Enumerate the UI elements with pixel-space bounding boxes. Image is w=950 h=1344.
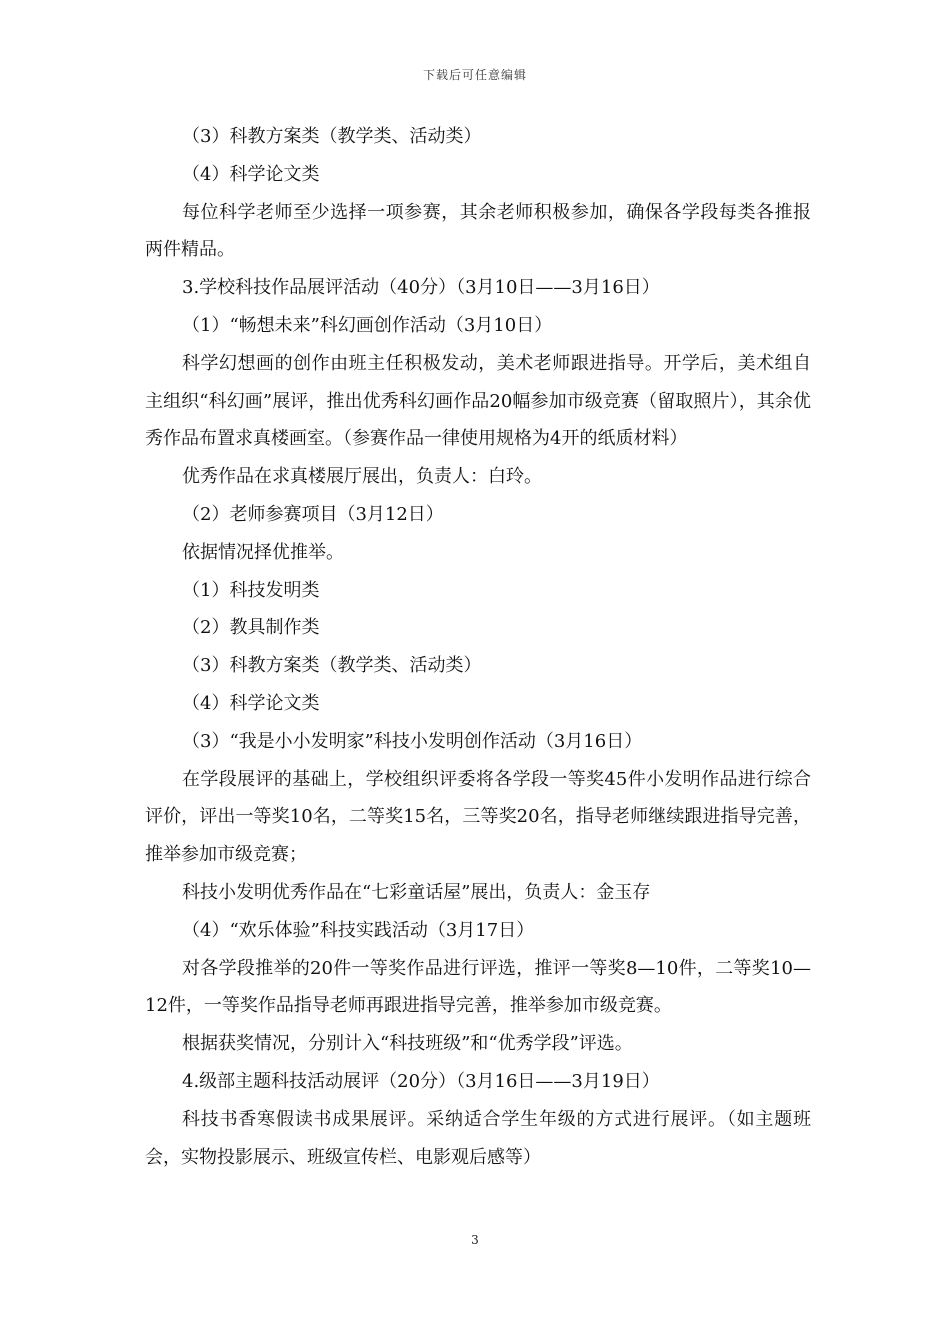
paragraph: 科技书香寒假读书成果展评。采纳适合学生年级的方式进行展评。（如主题班会，实物投影展示、班级宣传栏、电影观后感等） <box>145 1108 811 1168</box>
paragraph: 科学幻想画的创作由班主任积极发动，美术老师跟进指导。开学后，美术组自主组织“科幻画”展评，推出优秀科幻画作品20幅参加市级竞赛（留取照片），其余优秀作品布置求真楼画室。（参赛作品一律使用规格为4开的纸质材料） <box>145 352 811 450</box>
paragraph: 每位科学老师至少选择一项参赛，其余老师积极参加，确保各学段每类各推报两件精品。 <box>145 201 811 261</box>
paragraph: 科技小发明优秀作品在“七彩童话屋”展出，负责人：金玉存 <box>182 881 651 903</box>
subsection-heading: （2）老师参赛项目（3月12日） <box>182 503 444 525</box>
paragraph: 依据情况择优推举。 <box>182 541 344 563</box>
paragraph: 对各学段推举的20件一等奖作品进行评选，推评一等奖8—10件，二等奖10—12件，一等奖作品指导老师再跟进指导完善，推举参加市级竞赛。 <box>145 957 811 1017</box>
list-item: （2）教具制作类 <box>182 617 320 639</box>
list-item: （1）科技发明类 <box>182 579 320 601</box>
document-body <box>145 118 811 1176</box>
subsection-heading: （4）“欢乐体验”科技实践活动（3月17日） <box>182 919 535 941</box>
page-number: 3 <box>471 1233 479 1247</box>
section-heading: 4.级部主题科技活动展评（20分）（3月16日——3月19日） <box>182 1070 660 1092</box>
list-item: （4）科学论文类 <box>182 692 320 714</box>
paragraph: 优秀作品在求真楼展厅展出，负责人：白玲。 <box>182 466 542 488</box>
paragraph: 根据获奖情况，分别计入“科技班级”和“优秀学段”评选。 <box>182 1033 633 1055</box>
subsection-heading: （3）“我是小小发明家”科技小发明创作活动（3月16日） <box>182 730 643 752</box>
paragraph: （4）科学论文类 <box>182 163 320 185</box>
paragraph: （3）科教方案类（教学类、活动类） <box>182 126 482 147</box>
paragraph: 在学段展评的基础上，学校组织评委将各学段一等奖45件小发明作品进行综合评价，评出一等奖10名，二等奖15名，三等奖20名，指导老师继续跟进指导完善，推举参加市级竞赛； <box>145 768 811 866</box>
list-item: （3）科教方案类（教学类、活动类） <box>182 655 482 677</box>
header-note: 下载后可任意编辑 <box>422 68 527 82</box>
section-heading: 3.学校科技作品展评活动（40分）（3月10日——3月16日） <box>182 277 660 299</box>
subsection-heading: （1）“畅想未来”科幻画创作活动（3月10日） <box>182 314 553 336</box>
